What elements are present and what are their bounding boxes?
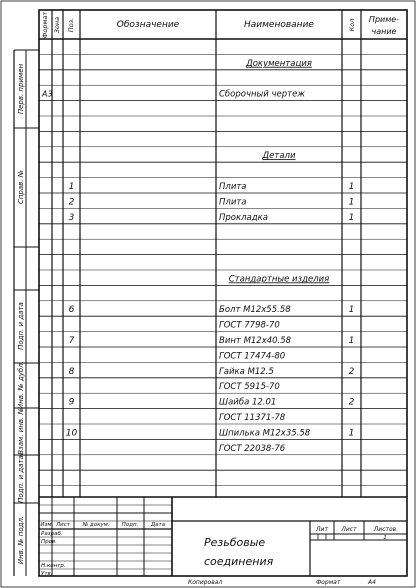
side-label-vzam-inv-no: Взам. инв. № [17, 407, 25, 455]
table-row [219, 321, 280, 331]
row-name: Стандартные изделия [228, 274, 330, 285]
row-qty: 1 [348, 336, 355, 346]
row-pos: 3 [68, 212, 75, 223]
table-row [262, 151, 296, 161]
row-qty: 1 [348, 197, 355, 208]
title-block-prov: Пров. [41, 539, 57, 545]
row-name: Детали [262, 151, 296, 162]
row-name: Винт М12х40.58 [219, 336, 292, 346]
table-row [69, 367, 355, 377]
title-block-razrab: Разраб. [41, 531, 63, 537]
title-block-lit: Лит [316, 526, 328, 533]
row-pos: 6 [68, 305, 75, 316]
table-row [69, 197, 355, 207]
row-name: ГОСТ 7798-70 [219, 320, 280, 331]
title-block-list: Лист [341, 526, 357, 533]
row-name: Документация [246, 58, 312, 69]
row-pos: 2 [68, 197, 75, 208]
row-name: ГОСТ 17474-80 [219, 351, 286, 362]
title-block-n-kontr: Н.контр. [41, 563, 66, 569]
document-title-line2: соединения [204, 555, 274, 568]
header-zone: Зона [53, 16, 61, 34]
row-pos: 9 [68, 397, 75, 408]
title-block-list-value: 1 [383, 535, 387, 541]
side-label-podp-i-data-1: Подп. и дата [17, 302, 25, 350]
side-label-inv-no-podl: Инв. № подл. [17, 515, 25, 565]
side-label-sprav-no: Справ. № [17, 169, 25, 205]
table-row [69, 336, 355, 346]
table-row [69, 305, 355, 315]
table-row [219, 351, 285, 361]
table-row [245, 59, 312, 69]
title-block-data: Дата [150, 522, 166, 528]
table-row [41, 90, 305, 100]
table-row [229, 274, 330, 284]
row-name: Болт М12х55.58 [219, 305, 291, 316]
header-name: Наименование [244, 20, 314, 30]
row-qty: 2 [348, 366, 355, 377]
side-label-podp-i-data-2: Подп. и дата [17, 455, 25, 503]
row-pos: 1 [68, 182, 75, 192]
footer-format-value: А4 [368, 579, 376, 586]
row-name: ГОСТ 11371-78 [219, 413, 286, 423]
side-label-inv-no-dubl: Инв. № дубл. [17, 361, 25, 409]
header-note-line2: чание [371, 27, 397, 36]
row-qty: 1 [348, 212, 355, 223]
row-name: Шайба 12.01 [219, 397, 277, 408]
title-block-doc-no: № докум. [82, 522, 110, 528]
table-row [219, 413, 286, 423]
row-pos: 7 [68, 336, 75, 346]
row-name: Прокладка [219, 212, 268, 223]
row-name: Шпилька М12х35.58 [219, 428, 311, 439]
document-title-line1: Резьбовые [204, 536, 266, 549]
row-name: Сборочный чертеж [219, 89, 305, 100]
table-row [219, 382, 280, 392]
title-block-listov: Листов [373, 526, 397, 533]
row-format: А3 [42, 89, 53, 99]
header-pos: Поз. [67, 17, 75, 33]
header-qty: Кол [348, 18, 356, 32]
row-name: ГОСТ 22038-76 [219, 443, 286, 454]
row-qty: 1 [348, 428, 355, 439]
title-block-izm: Изм [40, 522, 52, 528]
row-pos: 8 [68, 366, 75, 377]
row-name: Плита [219, 197, 247, 208]
row-pos: 10 [65, 428, 78, 439]
table-rows [41, 59, 355, 454]
header-designation: Обозначение [116, 20, 180, 30]
row-name: ГОСТ 5915-70 [219, 382, 280, 393]
title-block-utv: Утв. [41, 571, 53, 577]
header-note-line1: Приме- [368, 15, 400, 24]
table-row [69, 398, 355, 408]
footer-format-label: Формат [316, 579, 341, 586]
row-qty: 1 [348, 182, 355, 192]
title-block-list-col: Лист [56, 522, 70, 528]
row-name: Плита [219, 182, 247, 192]
title-block-podp: Подп. [121, 522, 139, 528]
row-qty: 2 [348, 397, 355, 408]
table-row [69, 182, 355, 192]
header-format: Формат [41, 11, 49, 39]
side-label-perv-primen: Перв. примен [17, 63, 25, 115]
table-row [66, 428, 355, 438]
row-qty: 1 [348, 305, 355, 316]
row-name: Гайка М12.5 [219, 366, 274, 377]
table-row [219, 444, 286, 454]
footer-kopiroval: Копировал [188, 579, 223, 586]
table-row [69, 213, 355, 223]
